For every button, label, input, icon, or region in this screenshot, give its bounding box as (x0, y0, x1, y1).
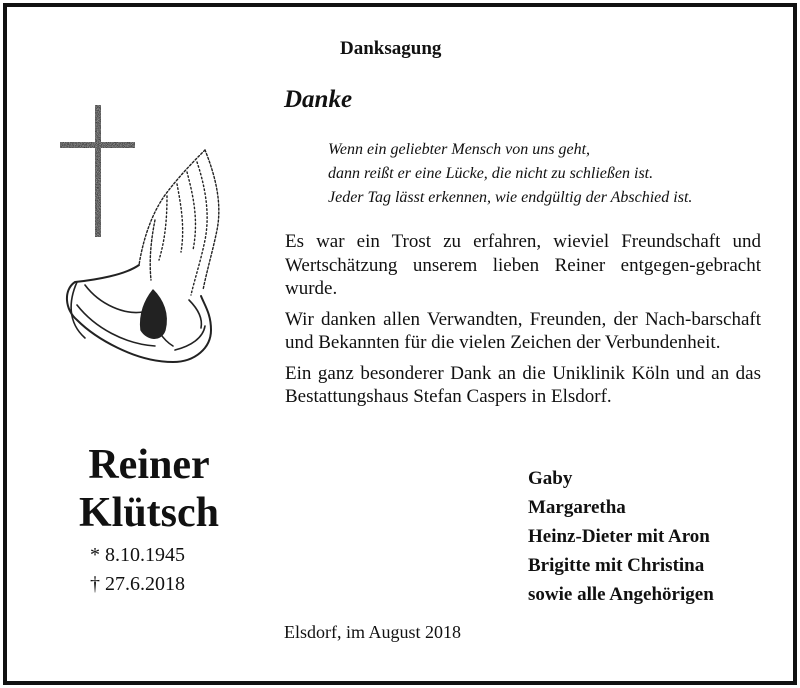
poem-line: Jeder Tag lässt erkennen, wie endgültig der Abschied ist. (328, 189, 693, 206)
body-paragraph: Es war ein Trost zu erfahren, wieviel Freundschaft und Wertschätzung unserem lieben Reiner entgegen-gebracht wurde. (285, 231, 761, 299)
poem-line: Wenn ein geliebter Mensch von uns geht, (328, 141, 591, 158)
deceased-first-name: Reiner (88, 442, 210, 488)
signatory: Brigitte mit Christina (528, 555, 705, 576)
signatory: sowie alle Angehörigen (528, 584, 714, 605)
body-paragraph: Wir danken allen Verwandten, Freunden, der Nach-barschaft und Bekannten für die vielen Zeichen der Verbundenheit. (285, 308, 761, 353)
signatory: Margaretha (528, 497, 626, 518)
poem (328, 138, 692, 210)
life-dates (90, 541, 185, 599)
poem-line: dann reißt er eine Lücke, die nicht zu schließen ist. (328, 165, 654, 182)
notice-header: Danksagung (340, 38, 442, 59)
body-paragraph: Ein ganz besonderer Dank an die Uniklinik Köln und an das Bestattungshaus Stefan Caspers in Elsdorf. (285, 362, 761, 407)
headline: Danke (284, 86, 353, 113)
signatory: Heinz-Dieter mit Aron (528, 526, 710, 547)
body-text (285, 230, 761, 416)
signatory: Gaby (528, 468, 573, 489)
signatories (528, 464, 714, 609)
birth-date: * 8.10.1945 (90, 544, 185, 566)
place-date: Elsdorf, im August 2018 (284, 622, 462, 642)
deceased-last-name: Klütsch (78, 490, 220, 536)
death-date: † 27.6.2018 (90, 573, 185, 595)
artwork (55, 100, 225, 390)
praying-hands-icon (67, 150, 219, 362)
cross-icon (60, 105, 135, 237)
